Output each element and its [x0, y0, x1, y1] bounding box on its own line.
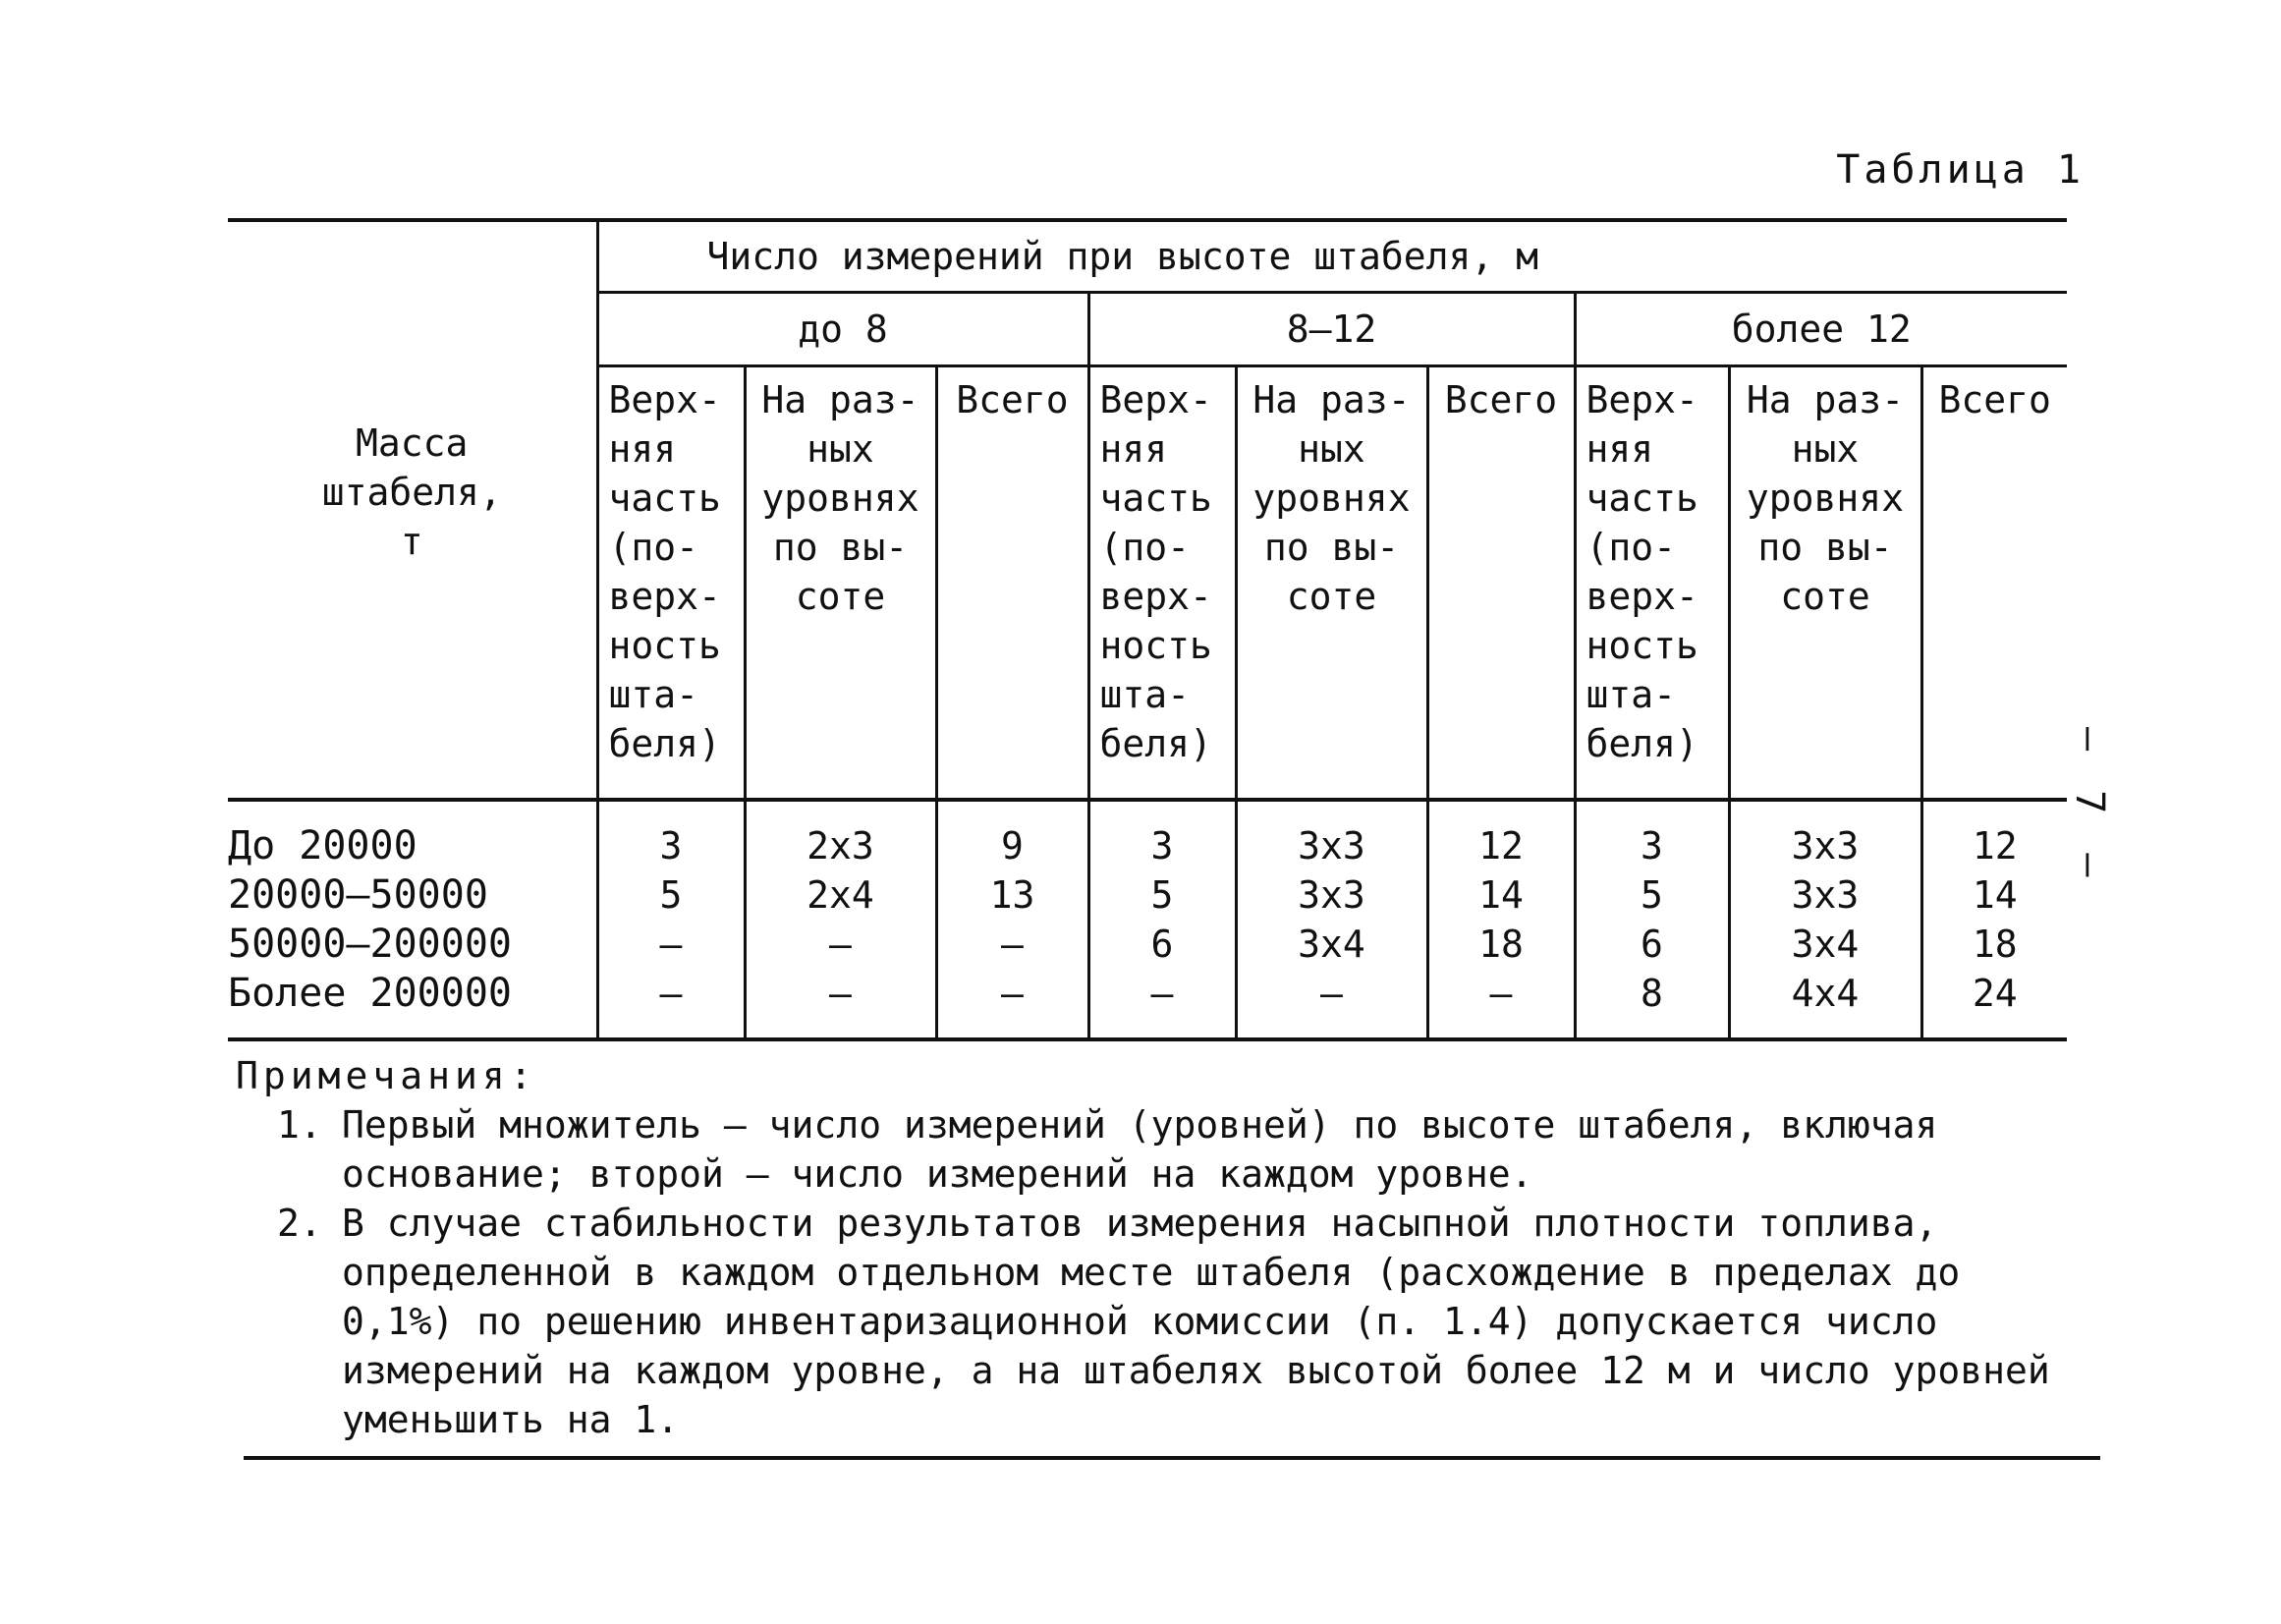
- band-label: до 8: [798, 308, 888, 351]
- group-header: [597, 220, 2067, 293]
- band-header-upto-8: [597, 293, 1088, 366]
- data-column: 3 5 6 –: [1088, 800, 1236, 1039]
- note-number: 2.: [277, 1202, 322, 1245]
- notes-title: Примечания:: [236, 1054, 537, 1097]
- subheader-levels: На раз- ных уровнях по вы- соте: [1729, 366, 1921, 801]
- band-header-8-12: [1088, 293, 1575, 366]
- note-number: 1.: [277, 1103, 322, 1147]
- note-item: [277, 1199, 2083, 1444]
- notes-section: [236, 1051, 2083, 1444]
- subheader-total: Всего: [936, 366, 1088, 801]
- subheader-top-part: Верх- няя часть (по- верх- ность шта- беля): [597, 366, 745, 801]
- subheader-total: Всего: [1921, 366, 2067, 801]
- notes-bottom-rule: [244, 1456, 2100, 1460]
- mass-header-text: Масса штабеля, т: [321, 421, 502, 563]
- note-text: Первый множитель — число измерений (уровней) по высоте штабеля, включая основание; второй — число измерений на каждом уровне.: [342, 1103, 1938, 1196]
- group-header-text: Число измерений при высоте штабеля, м: [706, 235, 1538, 278]
- data-column: 3 5 6 8: [1575, 800, 1729, 1039]
- table-label: Таблица 1: [1836, 147, 2085, 193]
- band-label: 8–12: [1286, 308, 1377, 351]
- data-column: 9 13 – –: [936, 800, 1088, 1039]
- subheader-top-part: Верх- няя часть (по- верх- ность шта- беля): [1088, 366, 1236, 801]
- subheader-top-part: Верх- няя часть (по- верх- ность шта- беля): [1575, 366, 1729, 801]
- band-header-over-12: [1575, 293, 2067, 366]
- data-column: 3 5 – –: [597, 800, 745, 1039]
- data-column: 3х3 3х3 3х4 4х4: [1729, 800, 1921, 1039]
- subheader-levels: На раз- ных уровнях по вы- соте: [1236, 366, 1427, 801]
- subheader-total: Всего: [1427, 366, 1575, 801]
- subheader-levels: На раз- ных уровнях по вы- соте: [745, 366, 936, 801]
- data-column: 12 14 18 –: [1427, 800, 1575, 1039]
- page-number: – 7 –: [2067, 727, 2112, 885]
- mass-header: [228, 220, 597, 800]
- note-text: В случае стабильности результатов измерения насыпной плотности топлива, определенной в каждом отдельном месте штабеля (расхождение в пределах до 0,1%) по решению инвентаризационной комиссии (п. 1.4) допускается число измерений на каждом уровне, а на штабелях высотой более 12 м и число уровней уменьшить на 1.: [342, 1202, 2050, 1441]
- data-column: 12 14 18 24: [1921, 800, 2067, 1039]
- data-column: 2х3 2х4 – –: [745, 800, 936, 1039]
- data-table: [228, 218, 2067, 1041]
- band-label: более 12: [1731, 308, 1912, 351]
- data-column: 3х3 3х3 3х4 –: [1236, 800, 1427, 1039]
- mass-values: До 20000 20000–50000 50000–200000 Более 200000: [228, 800, 597, 1039]
- note-item: [277, 1100, 2083, 1199]
